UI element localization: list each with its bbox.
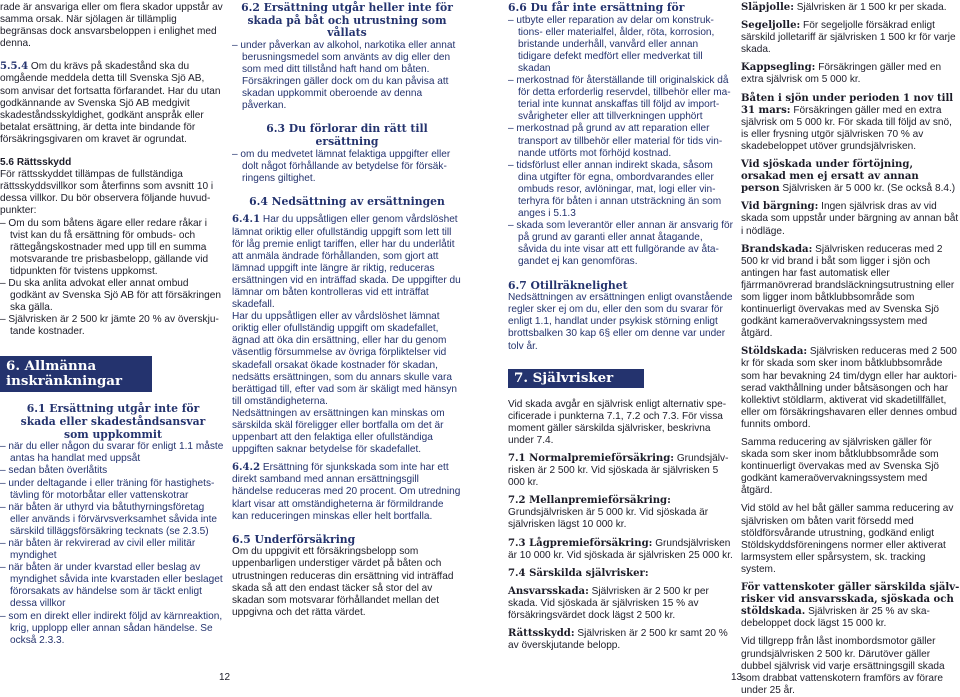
paragraph (508, 538, 734, 562)
paragraph (741, 346, 960, 431)
list-item: – merkostnad på grund av att reparation eller transport av tillbehör eller material för tids vinnande utförts mot förhöjd kostnad. (518, 123, 734, 159)
paragraph: Vid tillgrepp från låst inombordsmotor gäller grundsjälvrisken 2 500 kr. Därutöver gäller dubbel självrisk vid varje ersättningsgill skada som drabbat vattenskotern framförs av förare under 25 år. (741, 636, 945, 696)
list-item: – tidsförlust eller annan indirekt skada, såsom dina utgifter för egna, ombordvarandes eller ombuds resor, avlöningar, mat, logi eller vinterhyra för båten i annan utsträckning än som anges i 5.1.3 (518, 160, 734, 220)
list-item: – merkostnad för återställande till originalskick då för detta erforderlig reservdel, tillbehör eller material inte kunnat anskaffas till följd av importsvårigheter eller att tillverkningen upphört (518, 75, 734, 123)
column-4 (741, 2, 960, 697)
paragraph: Vid skada avgår en självrisk enligt alternativ specificerade i punkterna 7.1, 7.2 och 7.3. För vissa moment gäller särskilda självrisker, beskrivna under 7.4. (508, 398, 727, 446)
list-item: – när båten är under kvarstad eller beslag av myndighet såvida inte kvarstaden eller beslaget förorsakats av händelse som är täckt enligt dessa villkor (10, 562, 226, 610)
heading-6-1: 6.1 Ersättning utgår inte för skada eller skadeståndsansvar som uppkommit (20, 402, 206, 441)
term: Segeljolle: (741, 20, 801, 32)
paragraph (741, 2, 960, 14)
column-3 (508, 2, 734, 652)
list-item: – när båten är uthyrd via båtuthyrningsföretag eller används i förvärvsverksamhet såvida inte särskild tilläggsförsäkring tecknats (se 2.3.5) (10, 502, 226, 538)
paragraph (741, 20, 960, 56)
section-title-7: 7. Självrisker (508, 369, 644, 388)
paragraph: Samma reducering av självrisken gäller för skada som sker inom båtklubbsområde som kontinuerligt övervakas med av Svenska Sjö godkänt kameraövervakningssystem med åtgärd. (741, 437, 940, 497)
term-text: Självrisken är 5 000 kr. (Se också 8.4.) (779, 183, 956, 195)
paragraph (508, 453, 734, 489)
term: 7.3 Lågpremieförsäkring: (508, 537, 653, 549)
paragraph (508, 495, 734, 531)
clause-number: 6.4.1 (232, 214, 261, 226)
page-number-right: 13 (731, 672, 743, 683)
list-item: – som en direkt eller indirekt följd av kärnreaktion, krig, upplopp eller annan sådan händelse. Se också 2.3.3. (10, 611, 226, 647)
list-item: – när du eller någon du svarar för enligt 1.1 måste antas ha handlat med uppsåt (10, 441, 226, 465)
list-item: – om du medvetet lämnat felaktiga uppgifter eller dolt något förhållande av betydelse för försäkringens giltighet. (242, 149, 462, 185)
clause-number: 5.5.4 (0, 61, 29, 73)
term-text: Självrisken är 25 % av skadebeloppet dock lägst 15 000 kr. (741, 606, 930, 630)
term: Brandskada: (741, 243, 813, 255)
term-text: Grundsjälvrisken är 5 000 kr. Vid sjöskada är självrisken lägst 10 000 kr. (508, 507, 709, 531)
term: Båten i sjön under perioden 1 nov till 31 mars: (741, 92, 954, 116)
paragraph (741, 62, 960, 86)
term: Vid bärgning: (741, 201, 819, 213)
paragraph (508, 586, 734, 622)
heading-6-5: 6.5 Underförsäkring (232, 532, 356, 546)
paragraph (232, 462, 462, 522)
clause-text: Ersättning för sjunkskada som inte har ett direkt samband med annan ersättningsgill händelse reduceras med 20 procent. Om utredning klart visar att omständigheterna är förmildrande kan reduceringen minskas eller helt bortfalla. (232, 462, 461, 522)
term-text: Självrisken är 1 500 kr per skada. (793, 2, 947, 13)
term: För vattenskoter gäller särskilda självrisker vid ansvarsskada, sjöskada och stöldskada. (741, 582, 960, 618)
term-text: Grundsjälvrisken är 2 500 kr. Vid sjöskada är självrisken 5 000 kr. (508, 453, 729, 489)
list-item: – Du ska anlita advokat eller annat ombud godkänt av Svenska Sjö AB för att försäkringen ska gälla. (10, 278, 226, 314)
term: 7.1 Normalpremieförsäkring: (508, 453, 675, 464)
term: Kappsegling: (741, 62, 816, 74)
heading-6-2: 6.2 Ersättning utgår heller inte för skada på båt och utrustning som vållats (241, 1, 453, 40)
paragraph: rade är ansvariga eller om flera skador uppstår av samma orsak. När sjölagen är tillämplig begränsas dock ansvarsbeloppen i enlighet med denna. (0, 2, 223, 50)
paragraph (0, 61, 226, 146)
term: Ansvarsskada: (508, 585, 589, 597)
paragraph: Om du uppgivit ett försäkringsbelopp som uppenbarligen understiger värdet på båten och utrustningen reduceras din ersättning vid inträffad skada så att den endast täcker så stor del av skadan som motsvarar förhållandet mellan det uppgivna och det rätta värdet. (232, 546, 454, 618)
paragraph (741, 201, 960, 237)
paragraph (508, 628, 734, 652)
list-item: – när båten är rekvirerad av civil eller militär myndighet (10, 538, 226, 562)
list-item: – under deltagande i eller träning för hastighetstävling för motorbåtar eller vattenskotrar (10, 478, 226, 502)
heading-7-4: 7.4 Särskilda självrisker: (508, 567, 649, 579)
paragraph: Vid stöld av hel båt gäller samma reducering av självrisken om båten varit försedd med stöldförsvårande utrustning, godkänd enligt Stöldskyddsföreningens normer eller aktiverat larmsystem eller spårsystem, sk. tracking system. (741, 503, 954, 575)
heading-6-7: 6.7 Otillräknelighet (508, 278, 628, 292)
paragraph (741, 93, 960, 153)
heading-6-6: 6.6 Du får inte ersättning för (508, 1, 685, 14)
term-text: Självrisken är 2 500 kr samt 20 % av överskjutande belopp. (508, 628, 728, 652)
term-text: Självrisken är 2 500 kr per skada. Vid sjöskada är självrisken 15 % av försäkringsvärdet dock lägst 2 500 kr. (508, 585, 709, 622)
term: Släpjolle: (741, 2, 794, 13)
column-1 (0, 2, 226, 647)
term-text: Självrisken reduceras med 2 500 kr för skada som sker inom båtklubbsområde som har bevakning 24 tim/dygn eller har auktoriserad vakthållning under båtsäsongen och har kollektivt stöldlarm, aktiverat vid skadetillfället, eller om försäkringshavaren eller dennes ombud funnits ombord. (741, 346, 958, 430)
term: Rättsskydd: (508, 628, 575, 640)
paragraph: Har du uppsåtligen eller av vårdslöshet lämnat oriktig eller ofullständig uppgift om skadefallet, ägnad att öka din ersättning, eller har du genom väsentlig försummelse av övriga förpliktelser vid skadefall orsakat ökade kostnader för skadan, nedsätts ersättningen, som du annars skulle vara berättigad till, efter vad som är skäligt med hänsyn till omständigheterna. (232, 311, 457, 407)
paragraph: För rättsskyddet tillämpas de fullständiga rättsskyddsvillkor som återfinns som avsnitt 10 i dessa villkor. Du bör observera följande huvudpunkter: (0, 169, 214, 217)
term-text: Grundsjälvrisken är 10 000 kr. Vid sjöskada är självrisken 25 000 kr. (508, 537, 733, 561)
term-text: Försäkringen gäller med en extra självrisk om 5 000 kr. (741, 62, 942, 86)
heading-6-3: 6.3 Du förlorar din rätt till ersättning (266, 122, 428, 148)
term-text: För segeljolle försäkrad enligt särskild jolletariff är självrisken 1 500 kr för varje skada. (741, 20, 956, 56)
clause-text: Om du krävs på skadestånd ska du omgående meddela detta till Svenska Sjö AB, som anvisar det fortsatta förfarandet. Har du utan godkännande av Svenska Sjö AB medgivit skadeståndsskyldighet, godkänt anspråk eller betalat ersättning, är detta inte bindande för försäkringsgivaren om kravet är ogrundat. (0, 61, 221, 145)
paragraph (741, 159, 960, 195)
paragraph (232, 214, 462, 311)
list-item: – utbyte eller reparation av delar om konstruktions- eller materialfel, ålder, röta, korrosion, bristande underhåll, vanvård eller annan tidigare defekt medfört eller medverkat till skadan (518, 15, 734, 75)
term-text: Ingen självrisk dras av vid skada som uppstår under bärgning av annan båt i nödläge. (741, 201, 959, 237)
term: Vid sjöskada under förtöjning, orsakad men ej ersatt av annan person (741, 159, 919, 195)
section-title-6: 6. Allmänna inskränkningar (0, 356, 152, 392)
paragraph (741, 244, 960, 341)
term-text: Försäkringen gäller med en extra självrisk om 5 000 kr. För skada till följd av snö, is eller frysning utgör självrisken 70 % av skadebeloppet utöver grundsjälvrisken. (741, 104, 952, 152)
clause-text: Har du uppsåtligen eller genom vårdslöshet lämnat oriktig eller ofullständig uppgift som lett till för låg premie enligt tariffen, eller har du underlåtit att anmäla ändrade förhållanden, som gjort att lämnad uppgift inte längre är riktig, reduceras ersättningen vid en inträffad skada. De uppgifter du lämnar om båten kontrolleras vid ett inträffat skadefall. (232, 214, 461, 311)
clause-number: 6.4.2 (232, 462, 261, 474)
heading-6-4: 6.4 Nedsättning av ersättningen (249, 194, 445, 208)
list-item: – under påverkan av alkohol, narkotika eller annat berusningsmedel som använts av dig eller den som med ditt tillstånd haft hand om båten. Försäkringen gäller dock om du kan påvisa att skadan uppkommit oberoende av denna påverkan. (242, 40, 462, 113)
page-number-left: 12 (219, 672, 231, 683)
list-item: – Självrisken är 2 500 kr jämte 20 % av överskjutande kostnader. (10, 314, 226, 338)
list-item: – Om du som båtens ägare eller redare råkar i tvist kan du få ersättning för ombuds- och rättegångskostnader med upp till en summa motsvarande tre prisbasbelopp, gällande vid tidpunkten för tvistens uppkomst. (10, 218, 226, 278)
term-text: Självrisken reduceras med 2 500 kr vid brand i båt som ligger i sjön och antingen har fast automatisk eller fjärrmanövrerad brandsläckningsutrustning eller som ligger inom båtklubbsområde som kontinuerligt övervakas med av Svenska Sjö godkänt kameraövervakningssystem med åtgärd. (741, 243, 955, 340)
heading-5-6: 5.6 Rättsskydd (0, 157, 72, 169)
paragraph (741, 582, 960, 630)
term: 7.2 Mellanpremieförsäkring: (508, 495, 671, 507)
list-item: – sedan båten överlåtits (10, 465, 226, 477)
paragraph: Nedsättningen av ersättningen enligt ovanstående regler sker ej om du, eller den som du svarar för enligt 1.1, handlat under psykisk störning enligt brottsbalken 30 kap 6§ eller om denne var under tolv år. (508, 292, 733, 352)
column-2 (232, 2, 462, 619)
list-item: – skada som leverantör eller annan är ansvarig för på grund av garanti eller annat åtagande, såvida du inte visar att ett fullgörande av åtagandet ej kan genomföras. (518, 220, 734, 268)
term: Stöldskada: (741, 346, 808, 358)
paragraph: Nedsättningen av ersättningen kan minskas om särskilda skäl föreligger eller bortfalla om det är uppenbart att den felaktiga eller ofullständiga uppgiften saknar betydelse för skadefallet. (232, 407, 445, 456)
